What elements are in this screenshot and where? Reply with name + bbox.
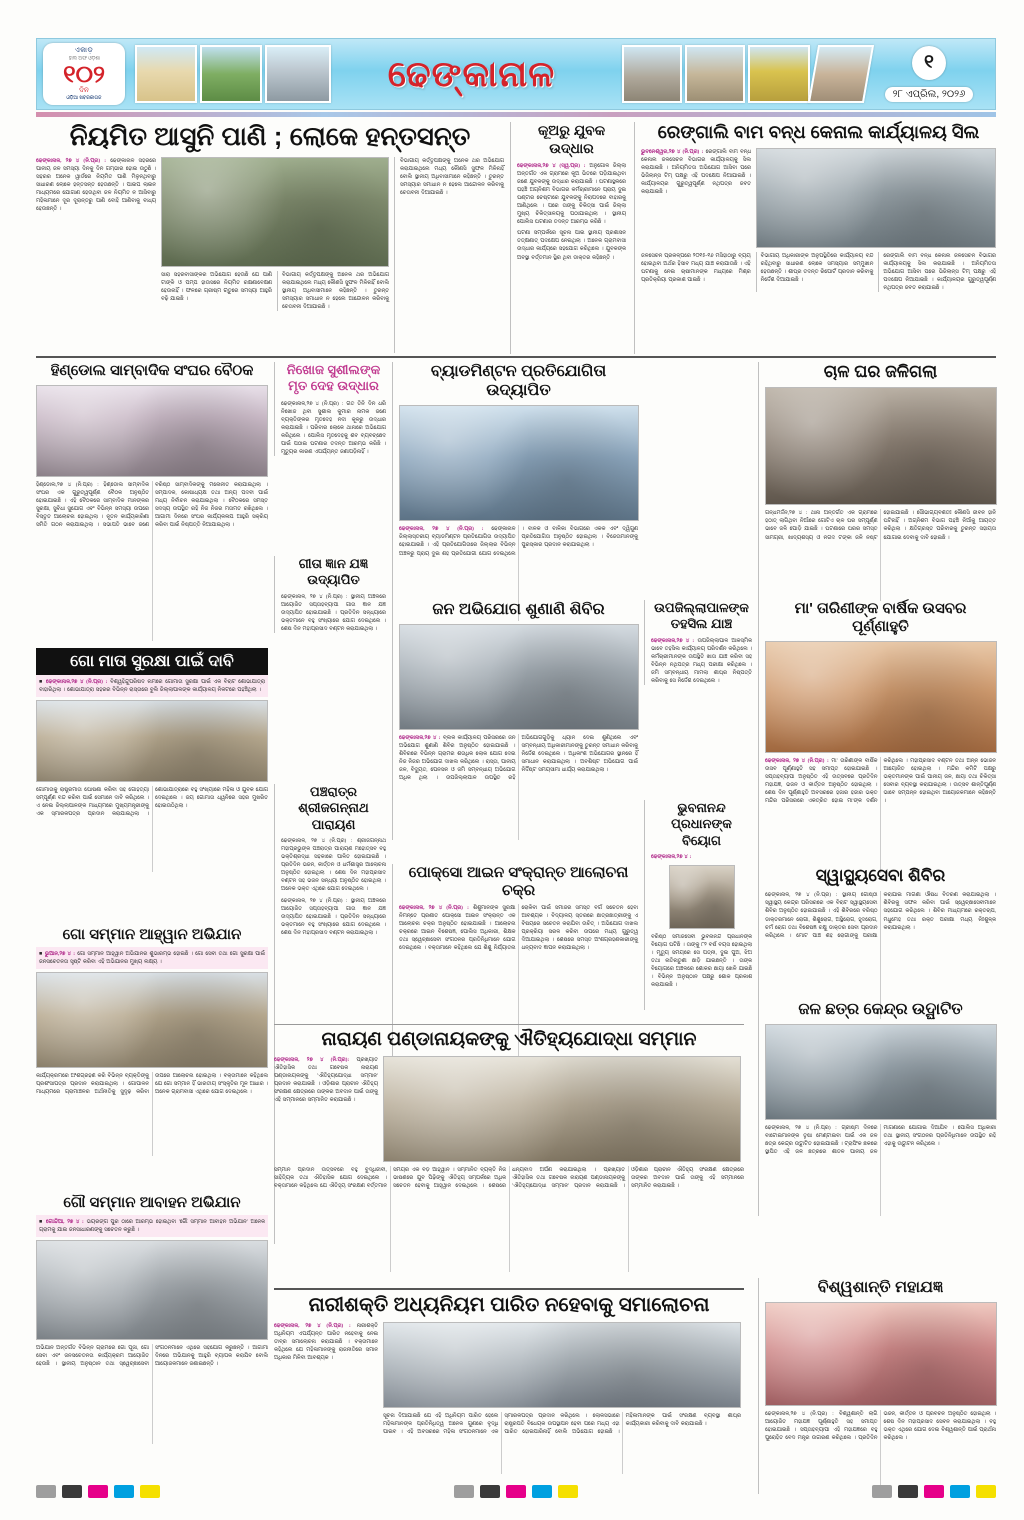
obituary-dateline: ଢେଙ୍କାନାଳ,୨୭ ୪ : bbox=[651, 853, 692, 860]
masthead-divider bbox=[36, 112, 996, 117]
tarini-dateline: ଢେଙ୍କାନାଳ, ୨୭ ୪ (ନି.ପ୍ର) : bbox=[765, 758, 829, 764]
reg-dot-black-3 bbox=[898, 1485, 918, 1498]
missing-person-headline-line2: ମୃତ ଦେହ ଉଦ୍ଧାର bbox=[288, 378, 379, 394]
cow-honour-body-top-text: ଗୋ ସମ୍ମାନ ଆହ୍ୱାନ ଅଭିଯାନର ଶୁଭାରମ୍ଭ ହୋଇଛି । ଗୋ ସେବା ତଥା ଗୋ ସୁରକ୍ଷା ପାଇଁ ଜନସଚେତନତା ସୃଷ୍ଟି କରିବା ଏହି ଅଭିଯାନର ମୁଖ୍ୟ ଲକ୍ଷ୍ୟ । bbox=[39, 951, 265, 966]
honour-body-repeat: ପ୍ରଖ୍ୟାତ ଐତିହାସିକ ତଥା ଗବେଷକ ନାରାୟଣ ପଣ୍ଡାନାୟକଙ୍କୁ 'ଐତିହ୍ୟଯୋଦ୍ଧା ସମ୍ମାନ' ପ୍ରଦାନ କରାଯାଇଛି । ଓଡ଼ିଶାର ପ୍ରାଚୀନ ଐତିହ୍ୟ ସଂରକ୍ଷଣ କ୍ଷେତ୍ରରେ ତାଙ୍କର ଅବଦାନ ପାଇଁ ତାଙ୍କୁ ଏହି ସମ୍ମାନରେ ସମ୍ମାନିତ କରାଯାଇଛି । bbox=[512, 1166, 744, 1189]
tarini-headline: ମା' ତାରିଣୀଙ୍କ ବାର୍ଷିକ ଉସବର ପୂର୍ଣ୍ଣାହୁତି bbox=[794, 600, 967, 635]
reg-dot-magenta-1 bbox=[88, 1485, 108, 1498]
pocso-body-text: ଶିଶୁମାନଙ୍କ ସୁରକ୍ଷା ନିମନ୍ତେ ପ୍ରଣୀତ ପୋକ୍‌ସୋ ଆଇନ ସଂକ୍ରାନ୍ତ ଏକ ଆଲୋଚନା ଚକ୍ର ଅନୁଷ୍ଠିତ ହୋଇଯାଇଛି । ଆଲୋଚନା ଚକ୍ରରେ ଆଇନ ବିଶେଷଜ୍ଞ, ପୋଲିସ ଅଧିକାରୀ, ଶିକ୍ଷକ ତଥା ସ୍ୱେଚ୍ଛାସେବୀ ସଂଗଠନର ପ୍ରତିନିଧିମାନେ ଯୋଗ ଦେଇଥିଲେ । bbox=[399, 905, 516, 952]
grievance-camp-body-text: ବ୍ଲକ କାର୍ଯ୍ୟାଳୟ ପରିସରରେ ଜନ ଅଭିଯୋଗ ଶୁଣାଣି ଶିବିର ଅନୁଷ୍ଠିତ ହୋଇଯାଇଛି । ଶିବିରରେ ବିଭିନ୍ନ ଗ୍ରାମର ଶତାଧିକ ଲୋକ ଯୋଗ ଦେଇ ନିଜ ନିଜର ଅଭିଯୋଗ ଦାଖଲ କରିଥିଲେ । ରାସ୍ତା, ପାନୀୟ ଜଳ, ବିଦ୍ୟୁତ, ପେନସନ ଓ ଜମି ସମ୍ବନ୍ଧୀୟ ଅଭିଯୋଗ ଅଧିକ ଥିଲା । bbox=[399, 735, 516, 782]
pancharatra-body-extra: ଢେଙ୍କାନାଳ, ୨୭ ୪ (ନି.ପ୍ର) : ସ୍ଥାନୀୟ ଅଞ୍ଚଳରେ ଆୟୋଜିତ ସପ୍ତାହବ୍ୟାପୀ ଗୀତା ଜ୍ଞାନ ଯଜ୍ଞ ଉଦ୍ୟାପିତ ହୋଇଯାଇଛି । ପ୍ରତିଦିନ ସନ୍ଧ୍ୟାରେ ଭକ୍ତମାନେ ବହୁ ସଂଖ୍ୟାରେ ଯୋଗ ଦେଇଥିଲେ । ଶେଷ ଦିନ ମହାପ୍ରସାଦ ବଣ୍ଟନ କରାଯାଇଥିଲା । bbox=[281, 898, 386, 937]
print-registration-bar bbox=[36, 1480, 996, 1502]
crowd-photo bbox=[685, 45, 745, 103]
burnt-house-photo bbox=[765, 387, 997, 505]
publication-date: ୨୮ ଏପ୍ରିଲ, ୨୦୨୬ bbox=[885, 87, 974, 102]
obituary-story bbox=[644, 800, 752, 1010]
pancharatra-body: ଢେଙ୍କାନାଳ, ୨୭ ୪ (ନି.ପ୍ର) : ଶ୍ରୀଜଗନ୍ନାଥ ମହାପ୍ରଭୁଙ୍କ ପଞ୍ଚରାତ୍ର ପାରାୟଣ ମହୋତ୍ସବ ବହୁ ଭକ୍ତିଶ୍ରଦ୍ଧା ସହକାରେ ପାଳିତ ହୋଇଯାଇଛି । ପ୍ରତିଦିନ ଭଜନ, କୀର୍ତ୍ତନ ଓ ଧର୍ମଶାସ୍ତ୍ର ଆଲୋଚନା ଅନୁଷ୍ଠିତ ହୋଇଥିଲା । ଶେଷ ଦିନ ମହାପ୍ରସାଦ ବଣ୍ଟନ ସହ ଭଜନ ସନ୍ଧ୍ୟା ଅନୁଷ୍ଠିତ ହୋଇଥିଲା । ଅନେକ ଭକ୍ତ ଏଥିରେ ଯୋଗ ଦେଇଥିଲେ । bbox=[281, 837, 386, 893]
cow-invocation-dateline: ଗୋନ୍ଦିଆ, ୨୭ ୪ : bbox=[45, 1219, 84, 1225]
honour-story bbox=[274, 1024, 744, 1272]
badminton-story bbox=[392, 362, 638, 621]
cow-invocation-headline: ଗୌ ସମ୍ମାନ ଆବାହନ ଅଭିଯାନ bbox=[63, 1194, 241, 1211]
cow-protection-dateline: ଢେଙ୍କାନାଳ,୨୭ ୪ (ନି.ପ୍ର) : bbox=[45, 679, 108, 686]
sand-sculpture-photo bbox=[135, 45, 197, 103]
tahasil-body bbox=[651, 637, 752, 685]
women-bill-body-cols bbox=[383, 1412, 741, 1474]
pocso-dateline: ଢେଙ୍କାନାଳ, ୨୭ ୪ (ନି.ପ୍ର) : bbox=[399, 905, 469, 911]
cow-honour-body-top: ■ ଭୁଆନ,୨୭ ୪ : ଗୋ ସମ୍ମାନ ଆହ୍ୱାନ ଅଭିଯାନର ଶୁଭାରମ୍ଭ ହୋଇଛି । ଗୋ ସେବା ତଥା ଗୋ ସୁରକ୍ଷା ପାଇଁ ଜନସଚେତନତା ସୃଷ୍ଟି କରିବା ଏହି ଅଭିଯାନର ମୁଖ୍ୟ ଲକ୍ଷ୍ୟ । bbox=[36, 947, 268, 969]
pocso-body3: ଶେଷରେ ସମସ୍ତ ଅଂଶଗ୍ରହଣକାରୀଙ୍କୁ ଧନ୍ୟବାଦ ଜ୍ଞାପନ କରାଯାଇଥିଲା । bbox=[521, 937, 639, 952]
badminton-team-photo bbox=[399, 405, 639, 521]
grievance-camp-dateline: ଢେଙ୍କାନାଳ,୨୭ ୪ : bbox=[399, 735, 441, 742]
grievance-camp-body2: ଉପଜିଲ୍ଲାପାଳ ଉପସ୍ଥିତ ରହି ଅଭିଯୋଗଗୁଡ଼ିକୁ ଧ୍ୟାନ ଦେଇ ଶୁଣିଥିଲେ ଏବଂ ସମ୍ବନ୍ଧୀୟ ଅଧିକାରୀମାନଙ୍କୁ ତୁରନ୍ତ ସମାଧାନ କରିବାକୁ ନିର୍ଦ୍ଦେଶ ଦେଇଥିଲେ । ଅଧିକାଂଶ ଅଭିଯୋଗର ସ୍ଥାନରେ ହିଁ ସମାଧାନ କରାଯାଇଥିଲା । ଅବଶିଷ୍ଟ ଅଭିଯୋଗ ପାଇଁ ନିର୍ଦ୍ଦିଷ୍ଟ ସମୟସୀମା ଧାର୍ଯ୍ୟ କରାଯାଇଥିଲା । bbox=[445, 735, 638, 782]
women-bill-body2: ସୂଚନା ଦିଆଯାଇଛି ଯେ ଏହି ଅଧିନିୟମ ପାରିତ ହେଲେ ମହିଳାମାନଙ୍କ ପ୍ରତିନିଧିତ୍ୱ ଅନେକ ଗୁଣରେ ବୃଦ୍ଧି ପାଇବ । ଏହି ଅବସରରେ ମହିଳା ସଂଗଠନମାନେ ଏକ ସ୍ମାରକପତ୍ର ପ୍ରଦାନ କରିଥିଲେ । bbox=[383, 1413, 588, 1436]
lead-body3: ବିଭାଗୀୟ କର୍ତ୍ତୃପକ୍ଷଙ୍କୁ ଅନେକ ଥର ଅଭିଯୋଗ କରାଯାଇଥିଲେ ମଧ୍ୟ କୌଣସି ସୁଫଳ ମିଳିନାହିଁ ବୋଲି ସ୍ଥାନୀୟ ଅଧିବାସୀମାନେ କହିଛନ୍ତି । ତୁରନ୍ତ ସମସ୍ୟାର ସମାଧାନ ନ ହେଲେ ଆନ୍ଦୋଳନ କରିବାକୁ ଚେତାବନୀ ଦିଆଯାଇଛି । bbox=[277, 271, 389, 311]
row-divider-1 bbox=[36, 356, 996, 358]
grievance-camp-headline: ଜନ ଅଭିଯୋଗ ଶୁଣାଣି ଶିବିର bbox=[432, 601, 605, 618]
well-rescue-body-text: ଅନୁଗୋଳ ଜିଲ୍ଲା ଅନ୍ତର୍ଗତ ଏକ ଗ୍ରାମରେ କୂଅ ଭିତରେ ପଡ଼ିଯାଇଥିବା ଜଣେ ଯୁବକଙ୍କୁ ଉଦ୍ଧାର କରାଯାଇଛି । ଘଟଣାସ୍ଥଳରେ ପହଞ୍ଚି ଅଗ୍ନିଶମ ବିଭାଗର କର୍ମଚାରୀମାନେ ପ୍ରାୟ ଦୁଇ ଘଣ୍ଟାର ଚେଷ୍ଟାରେ ଯୁବକଙ୍କୁ ନିରାପଦରେ ବାହାରକୁ ଆଣିଥିଲେ । ପରେ ତାଙ୍କୁ ଚିକିତ୍ସା ପାଇଁ ଜିଲ୍ଲା ମୁଖ୍ୟ ଚିକିତ୍ସାଳୟକୁ ପଠାଯାଇଥିଲା । ସ୍ଥାନୀୟ ପୋଲିସ ଘଟଣାର ତଦନ୍ତ ଆରମ୍ଭ କରିଛି । bbox=[517, 163, 626, 226]
cow-honour-dateline: ଭୁଆନ,୨୭ ୪ : bbox=[44, 951, 76, 957]
press-club-group-photo bbox=[36, 385, 268, 477]
cow-honour-story bbox=[36, 926, 268, 1156]
peace-yagna-story bbox=[758, 1278, 996, 1494]
cow-invocation-story bbox=[36, 1194, 268, 1444]
health-camp-headline: ସ୍ୱାସ୍ଥ୍ୟସେବା ଶିବିର bbox=[815, 866, 946, 885]
tahasil-headline-line1: ଉପଜିଲ୍ଲାପାଳଙ୍କ bbox=[654, 600, 749, 615]
obituary-headline-line1: ଭୁବନାନନ୍ଦ bbox=[677, 800, 726, 815]
cow-protection-rally-photo bbox=[36, 700, 268, 782]
tarini-body bbox=[765, 757, 996, 873]
honour-body3: ସମ୍ମାନିତ ବ୍ୟକ୍ତି ନିଜ ଭାଷଣରେ ଯୁବ ପିଢ଼ିଙ୍କୁ ଐତିହ୍ୟ ସମ୍ପର୍କରେ ଅଧିକ ସଚେତନ ହେବାକୁ ଆହ୍ୱାନ ଦେଇଥିଲେ । ଶେଷରେ ଧନ୍ୟବାଦ ଅର୍ପଣ କରାଯାଇଥିଲା । bbox=[393, 1166, 597, 1189]
women-bill-story bbox=[274, 1288, 744, 1474]
peace-yagna-headline: ବିଶ୍ୱଶାନ୍ତି ମହାଯଜ୍ଞ bbox=[817, 1279, 944, 1296]
cow-honour-body-bottom: କାର୍ଯ୍ୟକ୍ରମରେ ଅଂଶଗ୍ରହଣ କରି ବିଭିନ୍ନ ବ୍ୟକ୍ତିଙ୍କୁ ପ୍ରଶଂସାପତ୍ର ପ୍ରଦାନ କରାଯାଇଥିଲା । ଗୋପାଳନ ମାଧ୍ୟମରେ ଗ୍ରାମାଞ୍ଚଳର ଅର୍ଥନୀତିକୁ ସୁଦୃଢ଼ କରିବା ଉପରେ ଆଲୋଚନା ହୋଇଥିଲା । ବକ୍ତାମାନେ କହିଥିଲେ ଯେ ଗୋ ସମ୍ମାନ ହିଁ ଭାରତୀୟ ସଂସ୍କୃତିର ମୂଳ ଆଧାର । ଅନେକ ଗ୍ରାମବାସୀ ଏଥିରେ ଯୋଗ ଦେଇଥିଲେ । bbox=[36, 1073, 268, 1096]
pocso-headline: ପୋକ୍‌ସୋ ଆଇନ ସଂକ୍ରାନ୍ତ ଆଲୋଚନା ଚକ୍ର bbox=[408, 864, 629, 899]
women-bill-body-text: ନାରୀଶକ୍ତି ଅଧିନିୟମ ଏପର୍ଯ୍ୟନ୍ତ ପାରିତ ନହେବାକୁ ନେଇ ତୀବ୍ର ସମାଲୋଚନା କରାଯାଇଛି । ବକ୍ତାମାନେ କହିଥିଲେ ଯେ ମହିଳାମାନଙ୍କୁ ରାଜନୀତିରେ ସମାନ ଅଧିକାର ମିଳିବା ଆବଶ୍ୟକ । bbox=[274, 1323, 378, 1362]
tarini-festival-story bbox=[758, 600, 996, 873]
obituary-dateline-text bbox=[651, 853, 752, 861]
well-rescue-body2: ଘଟଣା ସମ୍ପର୍କରେ ସୂଚନା ପାଇ ସ୍ଥାନୀୟ ପ୍ରଶାସନ ତତ୍‌କ୍ଷଣାତ୍ ପଦକ୍ଷେପ ନେଇଥିଲା । ଅନେକ ଗ୍ରାମବାସୀ ଉଦ୍ଧାର କାର୍ଯ୍ୟରେ ସହଯୋଗ କରିଥିଲେ । ଯୁବକଙ୍କ ଅବସ୍ଥା ବର୍ତ୍ତମାନ ସ୍ଥିର ଥିବା ଡାକ୍ତର କହିଛନ୍ତି । bbox=[517, 230, 626, 261]
obituary-headline-line2: ପ୍ରଧାନଙ୍କ ବିୟୋଗ bbox=[671, 816, 732, 848]
newspaper-title: ଢେଙ୍କାନାଳ bbox=[387, 52, 556, 94]
missing-person-body: ଢେଙ୍କାନାଳ,୨୭ ୪ (ନି.ପ୍ର) : ଗତ ତିନି ଦିନ ଧରି ନିଖୋଜ ଥିବା ସୁଶୀଲ କୁମାର ନାମକ ଜଣେ ବ୍ୟକ୍ତିଙ୍କର ମୃତଦେହ ନଦୀ କୂଳରୁ ଉଦ୍ଧାର କରାଯାଇଛି । ପରିବାର ଲୋକେ ଥାନାରେ ଅଭିଯୋଗ କରିଥିଲେ । ପୋଲିସ ମୃତଦେହକୁ ଶବ ବ୍ୟବଚ୍ଛେଦ ପାଇଁ ପଠାଇ ଘଟଣାର ତଦନ୍ତ ଆରମ୍ଭ କରିଛି । ମୃତ୍ୟୁର କାରଣ ଏପର୍ଯ୍ୟନ୍ତ ଜଣାପଡ଼ିନାହିଁ । bbox=[281, 400, 386, 455]
office-registration-photo bbox=[36, 1240, 268, 1340]
canal-body4: ରେଙ୍ଗାଲି ବାମ ବନ୍ଧ କେନାଲ ଜଳସେଚନ ବିଭାଗର କାର୍ଯ୍ୟାଳୟକୁ ସିଲ କରାଯାଇଛି । ଅନିୟମିତତା ଅଭିଯୋଗ ଆସିବା ପରେ ଭିଜିଲାନ୍ସ ଟିମ୍ ପକ୍ଷରୁ ଏହି ପଦକ୍ଷେପ ନିଆଯାଇଛି । କାର୍ଯ୍ୟାଳୟର ଗୁରୁତ୍ୱପୂର୍ଣ୍ଣ ନଥିପତ୍ର ଜବତ କରାଯାଇଛି । bbox=[878, 252, 996, 292]
reg-dot-grey-2 bbox=[454, 1485, 474, 1498]
fire-body: ଗନ୍ଧମର୍ଦ୍ଦନ,୨୭ ୪ : ଥାନା ଅନ୍ତର୍ଗତ ଏକ ଗ୍ରାମରେ ହଠାତ୍ ଲାଗିଥିବା ନିଆଁରେ ଗୋଟିଏ ଚାଳ ଘର ସମ୍ପୂର୍ଣ୍ଣ ଭାବେ ଜଳି ପୋଡ଼ି ଯାଇଛି । ଘଟଣାରେ ଘରର ସମସ୍ତ ସାମଗ୍ରୀ, ଖାଦ୍ୟଶସ୍ୟ ଓ ନଗଦ ଟଙ୍କା ଜଳି ନଷ୍ଟ ହୋଇଯାଇଛି । ସୌଭାଗ୍ୟବଶତଃ କୌଣସି ଜୀବନ ହାନି ଘଟିନାହିଁ । ଅଗ୍ନିଶମ ବିଭାଗ ପହଞ୍ଚି ନିଆଁକୁ ଆୟତ୍ତ କରିଥିଲା । କ୍ଷତିଗ୍ରସ୍ତ ପରିବାରକୁ ତୁରନ୍ତ ସହାୟତା ଯୋଗାଇ ଦେବାକୁ ଦାବି ହୋଇଛି । bbox=[765, 510, 996, 541]
water-tap-photo bbox=[161, 157, 389, 267]
well-rescue-dateline: ଢେଙ୍କାନାଳ,୨୭ ୪ (ସ୍ୱ.ପ୍ର) : bbox=[517, 163, 586, 169]
tarini-temple-puja-photo bbox=[765, 641, 997, 753]
missing-person-story bbox=[274, 362, 386, 456]
lead-body1: ଢେଙ୍କାନାଳ ସହରରେ ପାନୀୟ ଜଳ ସମସ୍ୟା ଦିନକୁ ଦିନ ଗମ୍ଭୀର ହୋଇ ଉଠୁଛି । ସହରର ଅନେକ ୱାର୍ଡରେ ନିୟମିତ ପାଣି ମିଳୁନଥିବାରୁ ସାଧାରଣ ଲୋକେ ହନ୍ତସନ୍ତ ହେଉଛନ୍ତି । ପାଇପ ଲାଇନ ମାଧ୍ୟମରେ ଯୋଗାଣ ହେଉଥିବା ଜଳ ନିୟମିତ ନ ଆସିବାରୁ ମହିଳାମାନେ ଦୂର ଦୂରାନ୍ତରୁ ପାଣି ବୋହି ଆଣିବାକୁ ବାଧ୍ୟ ହେଉଛନ୍ତି । bbox=[36, 158, 156, 213]
honour-body2: ସମ୍ମାନ ପ୍ରଦାନ ଉତ୍ସବରେ ବହୁ ବୁଦ୍ଧିଜୀବୀ, ସାହିତ୍ୟିକ ତଥା ଐତିହାସିକ ଯୋଗ ଦେଇଥିଲେ । ବକ୍ତାମାନେ କହିଥିଲେ ଯେ ଐତିହ୍ୟ ସଂରକ୍ଷଣ ବର୍ତ୍ତମାନ ସମୟର ଏକ ବଡ଼ ଆହ୍ୱାନ । bbox=[274, 1166, 455, 1189]
reg-dot-grey-1 bbox=[36, 1485, 56, 1498]
reg-dot-magenta-2 bbox=[506, 1485, 526, 1498]
reg-dot-yellow-1 bbox=[140, 1485, 160, 1498]
grievance-camp-story bbox=[392, 600, 638, 840]
honour-body1 bbox=[274, 1056, 378, 1104]
cow-honour-headline: ଗୋ ସମ୍ମାନ ଆହ୍ୱାନ ଅଭିଯାନ bbox=[62, 926, 242, 943]
cow-protection-headline: ଗୋ ମାତା ସୁରକ୍ଷା ପାଇଁ ଦାବି bbox=[36, 648, 268, 675]
cow-protection-story bbox=[36, 648, 268, 872]
masthead bbox=[36, 38, 996, 110]
badminton-headline: ବ୍ୟାଡମିଣ୍ଟନ ପ୍ରତିଯୋଗିତା ଉଦ୍ୟାପିତ bbox=[430, 363, 607, 400]
temple-photo bbox=[265, 45, 331, 103]
water-kiosk-police-photo bbox=[765, 1024, 997, 1120]
logo-red-sub: ଦିନ bbox=[79, 86, 89, 94]
obituary-body: ବରିଷ୍ଠ ସମାଜସେବୀ ଭୁବନାନନ୍ଦ ପ୍ରଧାନଙ୍କ ବିୟୋଗ ଘଟିଛି । ତାଙ୍କୁ ୮୨ ବର୍ଷ ବୟସ ହୋଇଥିଲା । ମୃତ୍ୟୁ ସମୟରେ ସେ ପତ୍ନୀ, ଦୁଇ ପୁଅ, ଝିଅ ତଥା ନାତିନାତୁଣୀ ଛାଡ଼ି ଯାଇଛନ୍ତି । ତାଙ୍କ ବିୟୋଗରେ ଅଞ୍ଚଳରେ ଶୋକର ଛାୟା ଖେଳି ଯାଇଛି । ବିଭିନ୍ନ ଅନୁଷ୍ଠାନ ପକ୍ଷରୁ ଶୋକ ପ୍ରକାଶ କରାଯାଇଛି । bbox=[651, 933, 752, 989]
pancharatra-headline-line1: ପଞ୍ଚରାତ୍ର ଶ୍ରୀଜଗନ୍ନାଥ bbox=[298, 784, 369, 816]
well-rescue-body bbox=[517, 162, 626, 226]
reg-dot-magenta-3 bbox=[924, 1485, 944, 1498]
cow-invocation-body-top: ■ ଗୋନ୍ଦିଆ, ୨୭ ୪ : ଭୟରଙ୍ଗ ପୁର ଠାରେ ଆରମ୍ଭ ହୋଇଥିବା 'ଗୌ ସମ୍ମାନ ଆବାହନ ଅଭିଯାନ' ଅନେକ ଗ୍ରାମକୁ ଯାଇ ଜନସାଧାରଣଙ୍କୁ ସଚେତନ କରୁଛି । bbox=[36, 1215, 268, 1237]
canal-dateline: ଭୁବନେଶ୍ୱର,୨୭ ୪ (ନି.ପ୍ର) : bbox=[641, 148, 704, 155]
reg-dot-black-1 bbox=[62, 1485, 82, 1498]
women-bill-body3: ଲୋକସଭାରେ ରାଷ୍ଟ୍ରପତି ବିଧେୟକ ଉପସ୍ଥାପନ ହେବା ପରେ ମଧ୍ୟ ଏହା ପାରିତ ହୋଇପାରିନାହିଁ ବୋଲି ଅଭିଯୋଗ ହୋଇଛି । ମହିଳାମାନଙ୍କ ପାଇଁ ସଂରକ୍ଷଣ ବ୍ୟବସ୍ଥା ଶୀଘ୍ର କାର୍ଯ୍ୟକାରୀ କରିବାକୁ ଦାବି କରାଯାଇଛି । bbox=[504, 1413, 741, 1436]
fort-photo bbox=[808, 45, 874, 103]
honour-headline: ନାରାୟଣ ପଣ୍ଡାନାୟକଙ୍କୁ ଐତିହ୍ୟଯୋଦ୍ଧା ସମ୍ମାନ bbox=[321, 1029, 697, 1050]
reg-dot-yellow-2 bbox=[558, 1485, 578, 1498]
grievance-camp-photo bbox=[399, 624, 639, 730]
yellow-temple-photo bbox=[748, 45, 810, 103]
gita-yagna-headline-line2: ଉଦ୍ୟାପିତ bbox=[307, 572, 360, 588]
reg-dot-cyan-3 bbox=[950, 1485, 970, 1498]
fire-story bbox=[758, 362, 996, 601]
health-camp-story bbox=[758, 866, 996, 1019]
press-club-story bbox=[36, 362, 268, 641]
missing-person-headline-line1: ନିଖୋଜ ସୁଶୀଲଙ୍କ bbox=[286, 362, 381, 377]
badminton-body-text: ଢେଙ୍କାନାଳ ଜିଲ୍ଲାସ୍ତରୀୟ ବ୍ୟାଡମିଣ୍ଟନ ପ୍ରତିଯୋଗିତା ଉଦ୍ୟାପିତ ହୋଇଯାଇଛି । ଏହି ପ୍ରତିଯୋଗିତାରେ ଜିଲ୍ଲାର ବିଭିନ୍ନ ଅଞ୍ଚଳରୁ ପ୍ରାୟ ଦୁଇ ଶହ ପ୍ରତିଯୋଗୀ ଯୋଗ ଦେଇଥିଲେ । ବାଳକ ଓ ବାଳିକା ବିଭାଗରେ ଏକକ ଏବଂ ଦ୍ୱିଗୁଣ ପ୍ରତିଯୋଗିତା ଅନୁଷ୍ଠିତ ହୋଇଥିଲା । ବିଜେତାମାନଙ୍କୁ ପୁରସ୍କାର ପ୍ରଦାନ କରାଯାଇଥିଲା । bbox=[399, 526, 638, 557]
gita-yagna-story bbox=[274, 556, 386, 633]
masthead-right-photo-strip bbox=[622, 45, 869, 103]
canal-body1 bbox=[641, 148, 751, 196]
honour-body-continued bbox=[274, 1166, 744, 1272]
women-meeting-photo bbox=[383, 1322, 741, 1408]
logo-main-number: ୧୦୨ bbox=[63, 60, 105, 88]
badminton-dateline: ଢେଙ୍କାନାଳ, ୨୭ ୪ (ନି.ପ୍ର) : bbox=[399, 526, 484, 533]
tarini-body-text: ମା' ତାରିଣୀଙ୍କ ବାର୍ଷିକ ଉସବ ପୂର୍ଣ୍ଣାହୁତି ସହ ସମାପ୍ତ ହୋଇଯାଇଛି । ସପ୍ତାହବ୍ୟାପୀ ଅନୁଷ୍ଠିତ ଏହି ଉତ୍ସବରେ ପ୍ରତିଦିନ ମହାଯଜ୍ଞ, ଭଜନ ଓ କୀର୍ତ୍ତନ ଅନୁଷ୍ଠିତ ହୋଇଥିଲା । ଶେଷ ଦିନ ପୂର୍ଣ୍ଣାହୁତି ଅବସରରେ ହଜାର ହଜାର ଭକ୍ତ ମନ୍ଦିର ପରିସରରେ ଏକତ୍ରିତ ହୋଇ ମା'ଙ୍କ ଦର୍ଶନ କରିଥିଲେ । bbox=[765, 758, 908, 805]
pocso-body2: ବକ୍ତାମାନେ କହିଥିଲେ ଯେ ଶିଶୁ ନିର୍ଯ୍ୟାତନା ରୋକିବା ପାଇଁ ସମାଜର ସମସ୍ତ ବର୍ଗ ସଚେତନ ହେବା ଆବଶ୍ୟକ । ବିଦ୍ୟାଳୟ ସ୍ତରରେ ଛାତ୍ରଛାତ୍ରୀଙ୍କୁ ଏ ବିଷୟରେ ସଚେତନ କରାଯିବା ଉଚିତ୍ । ଅଭିଯୋଗ ଦାଖଲ ପ୍ରକ୍ରିୟା ସରଳ କରିବା ଉପରେ ମଧ୍ୟ ଗୁରୁତ୍ୱ ଦିଆଯାଇଥିଲା । bbox=[428, 905, 638, 952]
green-valley-photo bbox=[200, 45, 262, 103]
canal-body3: ବିଭାଗୀୟ ଅଧିକାରୀଙ୍କ ଅନୁପସ୍ଥିତିରେ କାର୍ଯ୍ୟାଳୟ ବନ୍ଦ ରହିଥିବାରୁ ସାଧାରଣ ଲୋକେ ସମସ୍ୟାର ସମ୍ମୁଖୀନ ହେଉଛନ୍ତି । ଶୀଘ୍ର ତଦନ୍ତ ରିପୋର୍ଟ ପ୍ରଦାନ କରିବାକୁ ନିର୍ଦ୍ଦେଶ ଦିଆଯାଇଛି । bbox=[756, 252, 874, 292]
publication-logo bbox=[43, 43, 125, 105]
lead-body-col1 bbox=[36, 157, 156, 213]
canal-body1-text: ରେଙ୍ଗାଲି ବାମ ବନ୍ଧ କେନାଲ ଜଳସେଚନ ବିଭାଗର କାର୍ଯ୍ୟାଳୟକୁ ସିଲ କରାଯାଇଛି । ଅନିୟମିତତା ଅଭିଯୋଗ ଆସିବା ପରେ ଭିଜିଲାନ୍ସ ଟିମ୍ ପକ୍ଷରୁ ଏହି ପଦକ୍ଷେପ ନିଆଯାଇଛି । କାର୍ଯ୍ୟାଳୟର ଗୁରୁତ୍ୱପୂର୍ଣ୍ଣ ନଥିପତ୍ର ଜବତ କରାଯାଇଛି । bbox=[641, 148, 751, 195]
water-kiosk-headline: ଜଳ ଛତ୍ର କେନ୍ଦ୍ର ଉଦ୍ଘାଟିତ bbox=[798, 1001, 963, 1018]
water-kiosk-story bbox=[758, 1000, 996, 1216]
pancharatra-headline-line2: ପାରାୟଣ bbox=[311, 816, 356, 832]
reg-dot-cyan-1 bbox=[114, 1485, 134, 1498]
well-rescue-story bbox=[510, 122, 626, 354]
certificate-award-photo bbox=[36, 972, 268, 1068]
grievance-camp-body bbox=[399, 734, 638, 840]
women-bill-body1 bbox=[274, 1322, 378, 1362]
lead-dateline: ଢେଙ୍କାନାଳ, ୨୭ ୪ (ନି.ପ୍ର) : bbox=[36, 158, 107, 165]
obituary-portrait-photo bbox=[669, 865, 735, 929]
cow-invocation-body-top-text: ଭୟରଙ୍ଗ ପୁର ଠାରେ ଆରମ୍ଭ ହୋଇଥିବା 'ଗୌ ସମ୍ମାନ ଆବାହନ ଅଭିଯାନ' ଅନେକ ଗ୍ରାମକୁ ଯାଇ ଜନସାଧାରଣଙ୍କୁ ସଚେତନ କରୁଛି । bbox=[39, 1219, 266, 1234]
peace-yagna-photo bbox=[765, 1302, 997, 1406]
honour-dateline: ଢେଙ୍କାନାଳ, ୨୭ ୪ (ନି.ପ୍ର): bbox=[274, 1056, 350, 1063]
women-bill-headline: ନାରୀଶକ୍ତି ଅଧ୍ୟନିୟମ ପାରିତ ନହେବାକୁ ସମାଲୋଚନା bbox=[308, 1294, 710, 1316]
honour-body-text: ପ୍ରଖ୍ୟାତ ଐତିହାସିକ ତଥା ଗବେଷକ ନାରାୟଣ ପଣ୍ଡାନାୟକଙ୍କୁ 'ଐତିହ୍ୟଯୋଦ୍ଧା ସମ୍ମାନ' ପ୍ରଦାନ କରାଯାଇଛି । ଓଡ଼ିଶାର ପ୍ରାଚୀନ ଐତିହ୍ୟ ସଂରକ୍ଷଣ କ୍ଷେତ୍ରରେ ତାଙ୍କର ଅବଦାନ ପାଇଁ ତାଙ୍କୁ ଏହି ସମ୍ମାନରେ ସମ୍ମାନିତ କରାଯାଇଛି । bbox=[274, 1056, 379, 1104]
reg-dot-cyan-2 bbox=[532, 1485, 552, 1498]
water-kiosk-body: ଢେଙ୍କାନାଳ, ୨୭ ୪ (ନି.ପ୍ର) : ଗ୍ରୀଷ୍ମ ଦିନରେ ବାଟୋଇମାନଙ୍କ ତୃଷା ମେଣ୍ଟାଇବା ପାଇଁ ଏକ ଜଳ ଛତ୍ର କେନ୍ଦ୍ର ଉଦ୍ଘାଟିତ ହୋଇଯାଇଛି । ଟ୍ରାଫିକ ଛକରେ ସ୍ଥାପିତ ଏହି ଜଳ ଛତ୍ରରେ ଶୀତଳ ପାନୀୟ ଜଳ ମାଗଣାରେ ଯୋଗାଇ ଦିଆଯିବ । ପୋଲିସ ଅଧିକାରୀ ତଥା ସ୍ଥାନୀୟ ସଂଗଠନର ପ୍ରତିନିଧିମାନେ ଉପସ୍ଥିତ ରହି ଏହାକୁ ଉଦ୍ଘାଟନ କରିଥିଲେ । bbox=[765, 1125, 996, 1156]
canal-headline: ରେଙ୍ଗାଲି ବାମ ବନ୍ଧ କେନାଲ କାର୍ଯ୍ୟାଳୟ ସିଲ bbox=[657, 122, 980, 142]
canal-office-gate-photo bbox=[756, 148, 996, 248]
reg-dot-yellow-3 bbox=[976, 1485, 996, 1498]
gita-yagna-headline-line1: ଗୀତା ଜ୍ଞାନ ଯଜ୍ଞ bbox=[298, 556, 369, 571]
masthead-left-photo-strip bbox=[135, 45, 331, 103]
cow-protection-body-top: ■ ଢେଙ୍କାନାଳ,୨୭ ୪ (ନି.ପ୍ର) : ବିଶ୍ୱହିନ୍ଦୁପରିଷଦ ନାମରେ ଗୋମାତା ସୁରକ୍ଷା ପାଇଁ ଏକ ବିରାଟ ଶୋଭାଯାତ୍ରା ବାହାରିଥିଲା । ଶୋଭାଯାତ୍ରା ସହରର ବିଭିନ୍ନ ରାସ୍ତାରେ ବୁଲି ଜିଲ୍ଲାପାଳଙ୍କ କାର୍ଯ୍ୟାଳୟ ନିକଟରେ ପହଞ୍ଚିଥିଲା । bbox=[36, 675, 268, 697]
press-club-body: ହିଣ୍ଡୋଲ,୨୭ ୪ (ନି.ପ୍ର) : ହିଣ୍ଡୋଲ ସାମ୍ବାଦିକ ସଂଘର ଏକ ଗୁରୁତ୍ୱପୂର୍ଣ୍ଣ ବୈଠକ ଅନୁଷ୍ଠିତ ହୋଇଯାଇଛି । ଏହି ବୈଠକରେ ସାମ୍ବାଦିକ ମାନଙ୍କର ସୁରକ୍ଷା, ସୁବିଧା ସୁଯୋଗ ଏବଂ ବିଭିନ୍ନ ସମସ୍ୟା ଉପରେ ବିସ୍ତୃତ ଆଲୋଚନା ହୋଇଥିଲା । ନୂତନ କାର୍ଯ୍ୟକାରିଣୀ ସମିତି ଗଠନ କରାଯାଇଥିଲା । ସଭାପତି ଭାବେ ଜଣେ ବରିଷ୍ଠ ସାମ୍ବାଦିକଙ୍କୁ ମନୋନୀତ କରାଯାଇଥିଲା । ସମ୍ପାଦକ, କୋଷାଧ୍ୟକ୍ଷ ତଥା ଅନ୍ୟ ପଦବୀ ପାଇଁ ମଧ୍ୟ ନିର୍ବାଚନ କରାଯାଇଥିଲା । ବୈଠକରେ ସମସ୍ତ ସଦସ୍ୟ ଉପସ୍ଥିତ ରହି ନିଜ ନିଜର ମତାମତ ରଖିଥିଲେ । ଆଗାମୀ ଦିନରେ ସଂଘର କାର୍ଯ୍ୟକଳାପ ଆହୁରି ସକ୍ରିୟ କରିବା ପାଇଁ ନିଷ୍ପତ୍ତି ନିଆଯାଇଥିଲା । bbox=[36, 482, 268, 529]
logo-bottom-text: ଓଡ଼ିଆ ଖବରକାଗଜ bbox=[66, 95, 102, 100]
gita-yagna-body: ଢେଙ୍କାନାଳ, ୨୭ ୪ (ନି.ପ୍ର) : ସ୍ଥାନୀୟ ଅଞ୍ଚଳରେ ଆୟୋଜିତ ସପ୍ତାହବ୍ୟାପୀ ଗୀତା ଜ୍ଞାନ ଯଜ୍ଞ ଉଦ୍ୟାପିତ ହୋଇଯାଇଛି । ପ୍ରତିଦିନ ସନ୍ଧ୍ୟାରେ ଭକ୍ତମାନେ ବହୁ ସଂଖ୍ୟାରେ ଯୋଗ ଦେଇଥିଲେ । ଶେଷ ଦିନ ମହାପ୍ରସାଦ ବଣ୍ଟନ କରାଯାଇଥିଲା । bbox=[281, 593, 386, 632]
logo-top-text: ଏକାଡ଼ bbox=[74, 46, 94, 54]
lead-body2: ସାରା ସହରବାସୀଙ୍କର ଅଭିଯୋଗ ହେଉଛି ଯେ ପାଣି ଟାଙ୍କି ଓ ପମ୍ପ ହାଉସରେ ନିୟମିତ ରକ୍ଷଣାବେକ୍ଷଣ ହେଉନାହିଁ । ଫଳରେ ଗ୍ରୀଷ୍ମ ଋତୁରେ ସମସ୍ୟା ଆହୁରି ବଢ଼ି ଯାଇଛି । bbox=[161, 272, 272, 303]
lead-body-col4: ବିଭାଗୀୟ କର୍ତ୍ତୃପକ୍ଷଙ୍କୁ ଅନେକ ଥର ଅଭିଯୋଗ କରାଯାଇଥିଲେ ମଧ୍ୟ କୌଣସି ସୁଫଳ ମିଳିନାହିଁ ବୋଲି ସ୍ଥାନୀୟ ଅଧିବାସୀମାନେ କହିଛନ୍ତି । ତୁରନ୍ତ ସମସ୍ୟାର ସମାଧାନ ନ ହେଲେ ଆନ୍ଦୋଳନ କରିବାକୁ ଚେତାବନୀ ଦିଆଯାଇଛି । bbox=[400, 158, 504, 197]
dome-temple-photo bbox=[622, 45, 682, 103]
fire-headline: ଚାଳ ଘର ଜଳିଗଲା bbox=[823, 362, 938, 381]
row-top bbox=[36, 122, 996, 354]
felicitation-stage-photo bbox=[383, 1056, 741, 1162]
cow-protection-body-top-text: ବିଶ୍ୱହିନ୍ଦୁପରିଷଦ ନାମରେ ଗୋମାତା ସୁରକ୍ଷା ପାଇଁ ଏକ ବିରାଟ ଶୋଭାଯାତ୍ରା ବାହାରିଥିଲା । ଶୋଭାଯାତ୍ରା ସହରର ବିଭିନ୍ନ ରାସ୍ତାରେ ବୁଲି ଜିଲ୍ଲାପାଳଙ୍କ କାର୍ଯ୍ୟାଳୟ ନିକଟରେ ପହଞ୍ଚିଥିଲା । bbox=[39, 679, 265, 694]
reg-dot-grey-3 bbox=[872, 1485, 892, 1498]
tahasil-dateline: ଢେଙ୍କାନାଳ,୨୭ ୪ : bbox=[651, 637, 695, 644]
press-club-headline: ହିଣ୍ଡୋଲ ସାମ୍ବାଦିକ ସଂଘର ବୈଠକ bbox=[50, 362, 254, 379]
well-rescue-headline: କୂଅରୁ ଯୁବକ ଉଦ୍ଧାର bbox=[537, 122, 606, 156]
women-bill-dateline: ଢେଙ୍କାନାଳ, ୨୭ ୪ (ନି.ପ୍ର) : bbox=[274, 1323, 351, 1329]
page-number: ୧ bbox=[912, 46, 946, 80]
canal-office-story bbox=[634, 122, 996, 354]
tahasil-inspection-story bbox=[644, 600, 752, 685]
cow-invocation-body-bottom: ଅଭିଯାନ ଅନ୍ତର୍ଗତ ବିଭିନ୍ନ ଗ୍ରାମରେ ଗୋ ପୂଜା, ଗୋ ସେବା ଏବଂ ଜନସଚେତନତା କାର୍ଯ୍ୟକ୍ରମ ଆୟୋଜିତ ହେଉଛି । ସ୍ଥାନୀୟ ଅନୁଷ୍ଠାନ ତଥା ସ୍ୱେଚ୍ଛାସେବୀ ସଂଗଠନମାନେ ଏଥିରେ ସହଯୋଗ କରୁଛନ୍ତି । ଆଗାମୀ ଦିନରେ ଅଭିଯାନକୁ ଆହୁରି ବ୍ୟାପକ କରାଯିବ ବୋଲି ଆୟୋଜକମାନେ ଜଣାଇଛନ୍ତି । bbox=[36, 1345, 268, 1368]
reg-dot-black-2 bbox=[480, 1485, 500, 1498]
masthead-page-info bbox=[869, 46, 989, 102]
logo-sub-text: ହାଲ ଅଫ ଓଡ଼ିଶା bbox=[68, 55, 100, 61]
peace-yagna-body: ଢେଙ୍କାନାଳ,୨୭ ୪ (ନି.ପ୍ର) : ବିଶ୍ୱଶାନ୍ତି ଲାଗି ଆୟୋଜିତ ମହାଯଜ୍ଞ ପୂର୍ଣ୍ଣାହୁତି ସହ ସମାପ୍ତ ହୋଇଯାଇଛି । ସପ୍ତାହବ୍ୟାପୀ ଏହି ମହାଯଜ୍ଞରେ ବହୁ ପୁରୋହିତ ବେଦ ମନ୍ତ୍ର ଉଚ୍ଚାରଣ କରିଥିଲେ । ପ୍ରତିଦିନ ଭଜନ, କୀର୍ତ୍ତନ ଓ ପ୍ରବଚନ ଅନୁଷ୍ଠିତ ହୋଇଥିଲା । ଶେଷ ଦିନ ମହାପ୍ରସାଦ ସେବନ କରାଯାଇଥିଲା । ବହୁ ଭକ୍ତ ଏଥିରେ ଯୋଗ ଦେଇ ବିଶ୍ୱଶାନ୍ତି ପାଇଁ ପ୍ରାର୍ଥନା କରିଥିଲେ । bbox=[765, 1411, 996, 1442]
tahasil-body-text: ଉପଜିଲ୍ଲାପାଳ ଆକସ୍ମିକ ଭାବେ ତହସିଲ କାର୍ଯ୍ୟାଳୟ ପରିଦର୍ଶନ କରିଥିଲେ । କର୍ମଚାରୀମାନଙ୍କ ଉପସ୍ଥିତି ଖାତା ଯାଞ୍ଚ କରିବା ସହ ବିଭିନ୍ନ ନଥିପତ୍ର ମଧ୍ୟ ପରୀକ୍ଷା କରିଥିଲେ । ଜମି ସମ୍ବନ୍ଧୀୟ ମାମଲା ଶୀଘ୍ର ନିଷ୍ପତ୍ତି କରିବାକୁ ସେ ନିର୍ଦ୍ଦେଶ ଦେଇଥିଲେ । bbox=[651, 637, 753, 684]
health-camp-body: ଢେଙ୍କାନାଳ, ୨୭ ୪ (ନି.ପ୍ର) : ସ୍ଥାନୀୟ ଗୋଷ୍ଠୀ ସ୍ୱାସ୍ଥ୍ୟ କେନ୍ଦ୍ର ପରିସରରେ ଏକ ବିରାଟ ସ୍ୱାସ୍ଥ୍ୟସେବା ଶିବିର ଅନୁଷ୍ଠିତ ହୋଇଯାଇଛି । ଏହି ଶିବିରରେ ବରିଷ୍ଠ ଡାକ୍ତରମାନେ ରୋଗୀ, ଶିଶୁରୋଗ, ଅସ୍ଥିରୋଗ, ହୃଦରୋଗ, ଚର୍ମ ରୋଗ ତଥା ବିଶେଷଜ୍ଞ ଚକ୍ଷୁ ଡାକ୍ତର ସେବା ପ୍ରଦାନ କରିଥିଲେ । ମୋଟ ପାଞ୍ଚ ଶହ ରୋଗୀଙ୍କୁ ପରୀକ୍ଷା କରାଯାଇ ମାଗଣା ଔଷଧ ବିତରଣ କରାଯାଇଥିଲା । ଶିବିରକୁ ସଫଳ କରିବା ପାଇଁ ସ୍ୱେଚ୍ଛାସେବୀମାନେ ସହଯୋଗ କରିଥିଲେ । ଶିବିର ମାଧ୍ୟମରେ ରକ୍ତଚାପ, ମଧୁମେହ ତଥା ରକ୍ତ ପରୀକ୍ଷା ମଧ୍ୟ ନିଃଶୁଳ୍କ କରାଯାଇଥିଲା । bbox=[765, 892, 996, 939]
tarini-body2: ମହାପ୍ରସାଦ ବଣ୍ଟନ ତଥା ଅନ୍ନ ଭୋଜନ ଆୟୋଜିତ ହୋଇଥିଲା । ମନ୍ଦିର କମିଟି ପକ୍ଷରୁ ଭକ୍ତମାନଙ୍କ ପାଇଁ ପାନୀୟ ଜଳ, ଛାୟା ତଥା ଚିକିତ୍ସା ସେବାର ବ୍ୟବସ୍ଥା କରାଯାଇଥିଲା । ଉତ୍ସବ ଶାନ୍ତିପୂର୍ଣ୍ଣ ଭାବେ ସମ୍ପନ୍ନ ହୋଇଥିବା ଆୟୋଜକମାନେ କହିଛନ୍ତି । bbox=[883, 758, 997, 805]
lead-headline: ନିୟମିତ ଆସୁନି ପାଣି ; ଲୋକେ ହନ୍ତସନ୍ତ bbox=[69, 121, 471, 151]
lead-story bbox=[36, 122, 504, 354]
tahasil-headline-line2: ତହସିଲ ଯାଞ୍ଚ bbox=[670, 616, 733, 632]
cow-protection-body-bottom: ଗୋମାତାକୁ ରାଷ୍ଟ୍ରମାତା ଘୋଷଣା କରିବା ସହ ଗୋହତ୍ୟା ସମ୍ପୂର୍ଣ୍ଣ ବନ୍ଦ କରିବା ପାଇଁ ସେମାନେ ଦାବି କରିଥିଲେ । ଏ ନେଇ ଜିଲ୍ଲାପାଳଙ୍କ ମାଧ୍ୟମରେ ମୁଖ୍ୟମନ୍ତ୍ରୀଙ୍କୁ ଏକ ସ୍ମାରକପତ୍ର ପ୍ରଦାନ କରାଯାଇଥିଲା । ଶୋଭାଯାତ୍ରାରେ ବହୁ ସଂଖ୍ୟାରେ ମହିଳା ଓ ଯୁବକ ଯୋଗ ଦେଇଥିଲେ । ଜୟ ଗୋମାତା ଧ୍ୱନିରେ ସହର ମୁଖରିତ ହୋଇଉଠିଥିଲା । bbox=[36, 787, 268, 818]
canal-body2: ଜଳସେଚନ ପ୍ରକଳ୍ପରେ ୨୦୧୫-୧୬ ମସିହାଠାରୁ ବ୍ୟୟ ହୋଇଥିବା ଅର୍ଥର ହିସାବ ମଧ୍ୟ ଯାଞ୍ଚ କରାଯାଉଛି । ଏହି ଘଟଣାକୁ ନେଇ ଚାଷୀମାନଙ୍କ ମଧ୍ୟରେ ମିଶ୍ର ପ୍ରତିକ୍ରିୟା ପ୍ରକାଶ ପାଇଛି । bbox=[641, 252, 751, 283]
